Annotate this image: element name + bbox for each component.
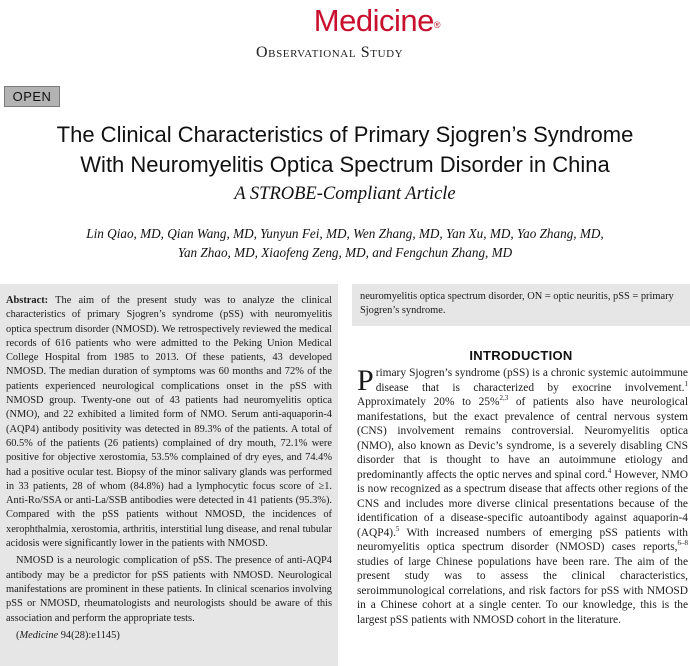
- authors-line-1: Lin Qiao, MD, Qian Wang, MD, Yunyun Fei, MD, Wen Zhang, MD, Yan Xu, MD, Yao Zhang, MD,: [86, 226, 604, 241]
- abstract-text: The aim of the present study was to analyze the clinical characteristics of primary Sjogren’s syndrome (pSS) with neuromyelitis optica spectrum disorder (NMOSD). We retrospectively reviewed the medical records of 616 patients who were admitted to the Peking Union Medical College Hospital from 1985 to 2013. Of these patients, 43 developed NMOSD. The median duration of symptoms was 60 months and 72% of the patients experienced neurological complications onset in the pSS with NMOSD group. Twenty-one out of 43 patients had neuromyelitis optica (NMO), and 22 exhibited a limited form of NMO. Serum anti-aquaporin-4 (AQP4) antibody positivity was detected in 89.3% of the patients. A total of 60.5% of the patients (26 patients) complained of dry mouth, 72.1% were positive for objective xerostomia, 53.5% complained of dry eyes, and 74.4% had a positive ocular test. Biopsy of the minor salivary glands was performed in 33 patients, 28 of whom (84.8%) had a lymphocytic focus score of ≥1. Anti-Ro/SSA or anti-La/SSB antibodies were detected in 41 patients (95.3%). Compared with the pSS patients without NMOSD, the incidences of xerophthalmia, xerostomia, arthritis, interstitial lung disease, and renal tubular acidosis were significantly lower in the patients with NMOSD.: [6, 295, 332, 550]
- abbreviations-box: neuromyelitis optica spectrum disorder, ON = optic neuritis, pSS = primary Sjogren’s syndrome.: [352, 284, 690, 326]
- abstract-paragraph: [6, 294, 332, 551]
- reference-link[interactable]: 1: [684, 379, 688, 388]
- citation: (Medicine 94(28):e1145): [16, 629, 120, 641]
- citation-volume: 94(28):e1145): [58, 629, 120, 641]
- introduction-body: Primary Sjogren’s syndrome (pSS) is a chronic systemic autoimmune disease that is characterized by exocrine involvement.$^1$ Approximately 20% to 25%$^{2,3}$ of patients also have neurological manifestations, but the exact prevalence of central nervous system (CNS) involvement remains controversial. Neuromyelitis optica (NMO), also known as Devic’s syndrome, is a severely disabling CNS disorder that is thought to have an autoimmune etiology and predominantly affects the optic nerves and spinal cord.$^4$ However, NMO is now recognized as a spectrum disease that affects other regions of the CNS and includes more diverse clinical presentations because of the identification of a disease-specific autoantibody against aquaporin-4 (AQP4).$^5$ With increased numbers of emerging pSS patients with neuromyelitis optica spectrum disorder (NMOSD) cases reports,$^{6-8}$ studies of large Chinese populations have been rare. The aim of the present study was to assess the clinical characteristics, seroimmunological correlations, and risk factors for pSS with NMOSD in a Chinese cohort at a single center. To our knowledge, this is the largest pSS patients with NMOSD cohort in the literature.: [357, 364, 689, 626]
- title-line-2: With Neuromyelitis Optica Spectrum Disorder in China: [80, 152, 610, 177]
- abstract-box: [0, 284, 338, 666]
- open-access-badge: OPEN: [4, 86, 60, 107]
- article-title: [0, 120, 690, 180]
- introduction-heading: INTRODUCTION: [469, 348, 573, 363]
- study-type-label: Observational Study: [256, 44, 404, 61]
- drop-cap: P: [357, 364, 374, 397]
- reference-link[interactable]: 4: [607, 466, 612, 475]
- registered-mark: ®: [433, 20, 440, 30]
- title-line-1: The Clinical Characteristics of Primary Sjogren’s Syndrome: [56, 122, 634, 147]
- abstract-label: Abstract:: [6, 295, 49, 306]
- journal-masthead: [314, 4, 440, 38]
- author-list: [0, 224, 690, 262]
- citation-journal: Medicine: [19, 629, 59, 641]
- journal-name: Medicine®: [313, 3, 440, 38]
- authors-line-2: Yan Zhao, MD, Xiaofeng Zeng, MD, and Fengchun Zhang, MD: [177, 245, 513, 260]
- reference-link[interactable]: 6–8: [677, 539, 688, 548]
- article-subtitle: A STROBE-Compliant Article: [234, 184, 456, 204]
- reference-link[interactable]: 2,3: [499, 394, 509, 403]
- reference-link[interactable]: 5: [395, 524, 400, 533]
- abstract-paragraph-2: NMOSD is a neurologic complication of pSS. The presence of anti-AQP4 antibody may be a predictor for pSS patients with NMOSD. Neurological manifestations are prominent in these patients. In clinical scenarios involving pSS or NMOSD, rheumatologists and neurologists should be aware of this association and perform the appropriate tests.: [6, 555, 332, 624]
